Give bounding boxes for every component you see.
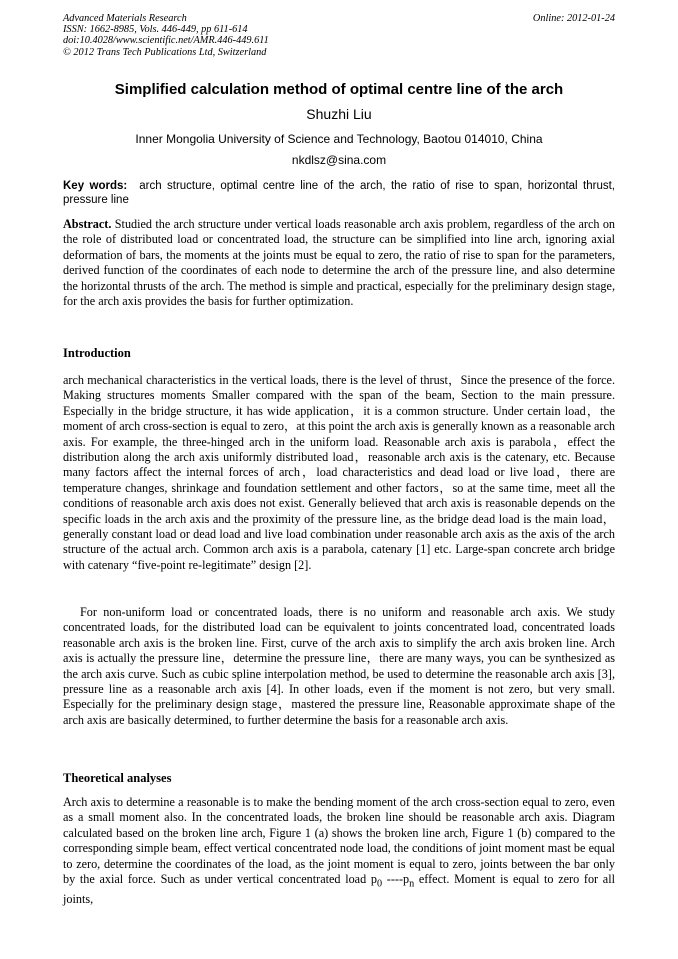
journal-name: Advanced Materials Research [63,13,187,24]
paper-title: Simplified calculation method of optimal centre line of the arch [114,81,564,98]
journal-header [63,13,615,58]
introduction-paragraph-2: For non-uniform load or concentrated loads, there is no uniform and reasonable arch axis. We study concentrated loads, for the distributed load can be equivalent to joints concentrated load, concentrated loads reasonable arch axis is the broken line. First, curve of the arch axis to simplify the arch axis broken line. Arch axis is actually the pressure line，determine the pressure line，there are many ways, you can be synthesized as the arch axis curve. Such as cubic spline interpolation method, be used to determine the reasonable arch axis [3], pressure line as a reasonable arch axis [4]. In other loads, even if the moment is not zero, but very small. Especially for the preliminary design stage，mastered the pressure line, Reasonable approximate shape of the arch axis are basically determined, to further determine the basis for a reasonable arch axis. [63,605,615,727]
abstract-text: Studied the arch structure under vertical loads reasonable arch axis problem, regardless of the arch on the role of distributed load or concentrated load, the structure can be simplified into line arch, ignoring axial deformation of bars, the moments at the joints must be equal to zero, the ratio of rise to span for the parameters, derived function of the coordinates of each node to determine the arch of the pressure line, and also determine the horizontal thrusts of the arch. The method is simple and practical, especially for the preliminary design stage, for the arch axis provides the basis for further optimization. [63,217,616,309]
copyright-line: © 2012 Trans Tech Publications Ltd, Switzerland [63,46,267,58]
doi-line[interactable]: doi:10.4028/www.scientific.net/AMR.446-449.611 [63,35,269,47]
theoretical-text-mid: ----p [382,872,410,887]
theoretical-text-start: Arch axis to determine a reasonable is to make the bending moment of the arch cross-section equal to zero, even as a small moment also. In the concentrated loads, the broken line should be reasonable arch axis. Diagram calculated based on the broken line arch, Figure 1 (a) shows the broken line arch, Figure 1 (b) compared to the corresponding simple beam, effect vertical concentrated node load, the conditions of joint moment mast be equal to zero, determine the coordinates of the load, as the joint moment is equal to zero, joints between the bar only by the axial force. Such as under vertical concentrated load p [63,795,615,887]
affiliation: Inner Mongolia University of Science and Technology, Baotou 014010, China [135,132,543,146]
abstract-label: Abstract. [63,217,112,231]
theoretical-analyses-heading: Theoretical analyses [63,771,172,785]
online-date: Online: 2012-01-24 [532,13,615,24]
keywords-text: arch structure, optimal centre line of the arch, the ratio of rise to span, horizontal thrust, pressure line [63,180,615,206]
subscript-zero: 0 [376,878,383,890]
theoretical-paragraph [63,795,615,907]
introduction-paragraph-1: arch mechanical characteristics in the vertical loads, there is the level of thrust，Since the presence of the force. Making structures moments Smaller compared with the span of the beam, Section to the main pressure. Especially in the bridge structure, it has wide application，it is a common structure. Under certain load，the moment of arch cross-section is equal to zero，at this point the arch axis is generally known as a reasonable arch axis. For example, the three-hinged arch in the uniform load. Reasonable arch axis is parabola，effect the distribution along the arch axis uniformly distributed load，reasonable arch axis is the catenary, etc. Because many factors affect the internal forces of arch，load characteristics and dead load or live load，there are temperature changes, shrinkage and foundation settlement and other factors，so at the same time, meet all the conditions of reasonable arch axis does not exist. Generally believed that arch axis is reasonable depends on the specific loads in the arch axis and the proximity of the pressure line, as the bridge dead load is the main load，generally constant load or dead load and live load combination under reasonable arch axis as the axis of the arch structure of the actual arch. Common arch axis is a parabola, catenary [1] etc. Large-span concrete arch bridge with catenary “five-point re-legitimate” design [2]. [63,373,615,572]
introduction-heading: Introduction [63,346,131,360]
author-name: Shuzhi Liu [306,106,372,122]
issn-line: ISSN: 1662-8985, Vols. 446-449, pp 611-614 [63,24,248,36]
keywords-block [63,180,615,207]
theoretical-text-end: effect. Moment is equal to zero for all joints, [63,872,615,906]
subscript-n: n [409,878,415,890]
author-email[interactable]: nkdlsz@sina.com [291,153,387,167]
keywords-label: Key words: [63,180,128,192]
abstract-block [63,217,615,309]
